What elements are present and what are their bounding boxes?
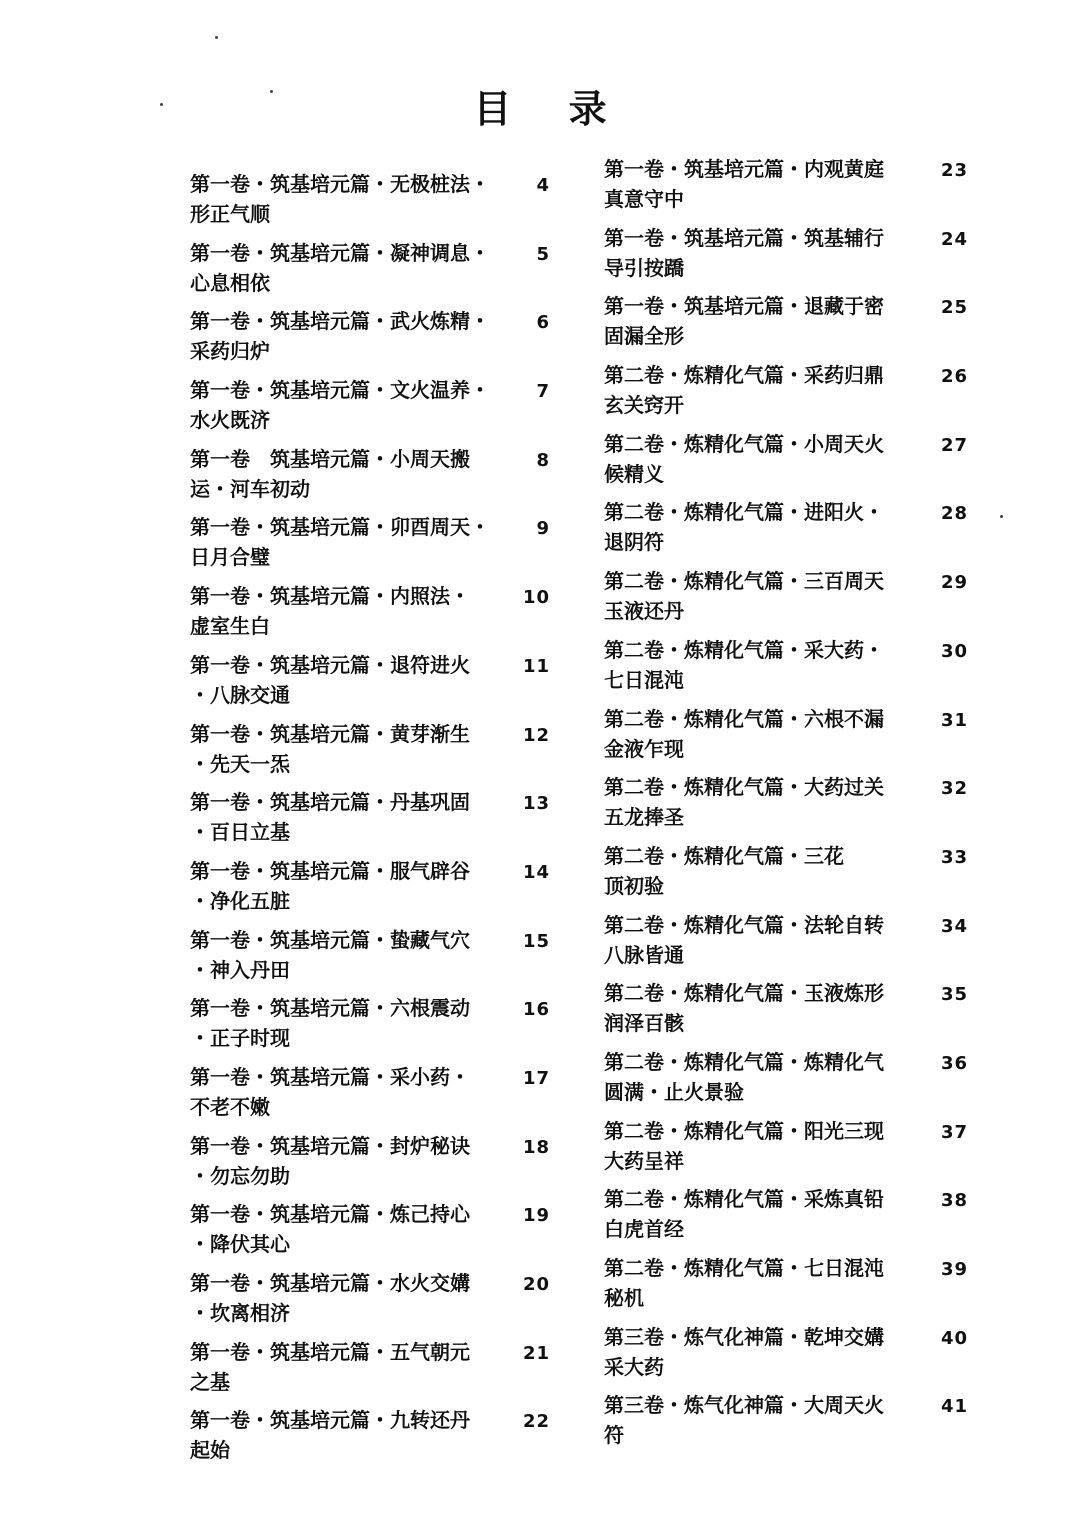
toc-entry — [604, 1117, 968, 1186]
toc-entry-first-line — [604, 155, 968, 185]
toc-entry-page-number: 9 — [536, 518, 550, 540]
toc-entry — [190, 720, 550, 789]
toc-entry-title: 第二卷・炼精化气篇・阳光三现 — [604, 1118, 884, 1143]
toc-entry — [604, 1185, 968, 1254]
toc-entry-title: 第二卷・炼精化气篇・三百周天 — [604, 569, 884, 594]
toc-entry-page-number: 41 — [940, 1396, 968, 1418]
toc-entry — [604, 292, 968, 361]
toc-entry-page-number: 25 — [940, 297, 968, 319]
toc-entry-first-line — [190, 857, 550, 887]
toc-entry-first-line — [190, 720, 550, 750]
toc-entry — [604, 636, 968, 705]
toc-entry-title: 第一卷 筑基培元篇・小周天搬 — [190, 446, 470, 471]
toc-entry-title-continued: 日月合璧 — [190, 545, 270, 570]
toc-entry-page-number: 22 — [522, 1411, 550, 1433]
toc-entry-title-continued: 心息相依 — [190, 270, 270, 295]
toc-entry-page-number: 20 — [522, 1274, 550, 1295]
toc-entry — [604, 1048, 968, 1117]
toc-entry-first-line — [604, 1117, 968, 1147]
toc-entry-first-line — [604, 1391, 968, 1421]
toc-entry-first-line — [190, 994, 550, 1024]
toc-entry-title-continued: 真意守中 — [604, 187, 684, 211]
toc-entry-first-line — [190, 1063, 550, 1093]
toc-entry-title: 第一卷・筑基培元篇・蛰藏气穴 — [190, 927, 470, 952]
toc-entry-title: 第一卷・筑基培元篇・文火温养・ — [190, 378, 490, 403]
scan-speck — [270, 90, 273, 93]
toc-entry-first-line — [190, 1200, 550, 1230]
toc-entry — [604, 155, 968, 224]
toc-entry — [190, 170, 550, 239]
toc-entry-page-number: 29 — [940, 572, 968, 594]
toc-entry-title: 第一卷・筑基培元篇・无极桩法・ — [190, 172, 490, 196]
toc-entry-title: 第二卷・炼精化气篇・采大药・ — [604, 637, 884, 662]
toc-entry — [604, 773, 968, 842]
toc-entry-first-line — [190, 1132, 550, 1162]
toc-entry — [190, 1063, 550, 1132]
toc-entry — [604, 567, 968, 636]
toc-entry-page-number: 39 — [940, 1259, 968, 1280]
toc-entry-first-line — [604, 1254, 968, 1284]
toc-entry-page-number: 35 — [940, 984, 968, 1006]
toc-entry — [190, 445, 550, 514]
toc-entry-title-continued: 玉液还丹 — [604, 599, 684, 624]
toc-entry-title-continued: 润泽百骸 — [604, 1011, 684, 1036]
toc-entry-first-line — [190, 239, 550, 269]
toc-entry-title-continued: 白虎首经 — [604, 1217, 684, 1242]
toc-entry-title-continued: 秘机 — [604, 1286, 644, 1310]
toc-entry-page-number: 19 — [522, 1205, 550, 1227]
toc-entry — [190, 788, 550, 857]
toc-entry — [604, 498, 968, 567]
toc-entry — [190, 1269, 550, 1338]
toc-entry — [604, 911, 968, 980]
toc-entry-title: 第二卷・炼精化气篇・玉液炼形 — [604, 981, 884, 1006]
toc-entry-page-number: 5 — [536, 243, 550, 265]
toc-entry-first-line — [190, 926, 550, 956]
toc-entry-title: 第一卷・筑基培元篇・丹基巩固 — [190, 790, 470, 815]
toc-entry-first-line — [604, 430, 968, 460]
toc-entry — [604, 1254, 968, 1323]
toc-entry-page-number: 33 — [940, 846, 968, 868]
scan-speck — [215, 36, 218, 39]
toc-entry-page-number: 18 — [522, 1136, 550, 1158]
toc-entry-first-line — [604, 292, 968, 322]
toc-entry-title: 第一卷・筑基培元篇・内观黄庭 — [604, 157, 884, 181]
toc-entry-first-line — [604, 979, 968, 1009]
toc-entry-page-number: 10 — [522, 587, 550, 609]
toc-entry-title-continued: ・神入丹田 — [190, 957, 290, 982]
toc-entry-title-continued: 水火既济 — [190, 408, 270, 433]
toc-entry-first-line — [604, 705, 968, 735]
toc-entry-first-line — [190, 1338, 550, 1368]
toc-entry-page-number: 17 — [522, 1067, 550, 1089]
toc-entry-title: 第一卷・筑基培元篇・服气辟谷 — [190, 858, 470, 883]
toc-entry-page-number: 31 — [940, 709, 968, 731]
toc-entry-first-line — [604, 911, 968, 941]
toc-entry — [190, 1338, 550, 1407]
toc-entry-title-continued: ・先天一炁 — [190, 751, 290, 776]
toc-entry-page-number: 15 — [522, 930, 550, 952]
toc-entry — [604, 979, 968, 1048]
toc-entry — [190, 376, 550, 445]
toc-entry-title-continued: 之基 — [190, 1369, 230, 1394]
toc-entry-title: 第一卷・筑基培元篇・六根震动 — [190, 996, 470, 1021]
toc-entry-title-continued: 采大药 — [604, 1354, 664, 1379]
toc-entry — [190, 513, 550, 582]
toc-entry-title-continued: 候精义 — [604, 461, 664, 486]
toc-entry-title-continued: ・百日立基 — [190, 820, 290, 845]
toc-entry-title-continued: 金液乍现 — [604, 736, 684, 761]
toc-entry-first-line — [604, 1048, 968, 1078]
toc-entry-first-line — [604, 567, 968, 597]
toc-entry-first-line — [190, 170, 550, 200]
toc-entry-page-number: 6 — [536, 312, 550, 334]
toc-entry-page-number: 23 — [940, 160, 968, 181]
toc-entry-title-continued: ・坎离相济 — [190, 1301, 290, 1325]
toc-entry-title-continued: ・降伏其心 — [190, 1232, 290, 1257]
toc-entry-title: 第三卷・炼气化神篇・乾坤交媾 — [604, 1324, 884, 1349]
toc-entry-title: 第二卷・炼精化气篇・炼精化气 — [604, 1049, 884, 1074]
toc-entry-page-number: 30 — [940, 640, 968, 662]
toc-entry-first-line — [604, 773, 968, 803]
toc-entry — [190, 857, 550, 926]
toc-entry-title: 第一卷・筑基培元篇・九转还丹 — [190, 1408, 470, 1433]
toc-entry-first-line — [190, 1406, 550, 1436]
toc-entry-title-continued: 顶初验 — [604, 873, 664, 898]
toc-entry — [604, 1391, 968, 1460]
toc-entry-page-number: 27 — [940, 434, 968, 456]
toc-entry-first-line — [190, 445, 550, 475]
toc-entry-title-continued: 五龙捧圣 — [604, 805, 684, 830]
toc-entry-page-number: 40 — [940, 1327, 968, 1349]
toc-entry-title: 第一卷・筑基培元篇・凝神调息・ — [190, 240, 490, 265]
toc-entry-page-number: 28 — [940, 503, 968, 525]
toc-entry-title: 第二卷・炼精化气篇・采炼真铅 — [604, 1187, 884, 1212]
toc-entry-first-line — [604, 1185, 968, 1215]
toc-entry-title: 第二卷・炼精化气篇・六根不漏 — [604, 706, 884, 731]
toc-entry — [190, 307, 550, 376]
scan-speck — [160, 103, 163, 106]
toc-entry-first-line — [604, 842, 968, 872]
toc-entry-title-continued: ・八脉交通 — [190, 682, 290, 707]
toc-entry — [604, 430, 968, 499]
toc-entry-title: 第一卷・筑基培元篇・五气朝元 — [190, 1339, 470, 1364]
toc-entry-title: 第二卷・炼精化气篇・七日混沌 — [604, 1256, 884, 1280]
toc-entry-title: 第二卷・炼精化气篇・小周天火 — [604, 431, 884, 456]
toc-entry-page-number: 14 — [522, 861, 550, 883]
toc-entry — [190, 239, 550, 308]
toc-entry — [604, 1323, 968, 1392]
toc-entry-first-line — [604, 224, 968, 254]
toc-entry-title-continued: ・勿忘勿助 — [190, 1163, 290, 1188]
toc-entry-page-number: 36 — [940, 1052, 968, 1074]
toc-entry-title: 第二卷・炼精化气篇・法轮自转 — [604, 912, 884, 937]
toc-entry-page-number: 21 — [522, 1342, 550, 1364]
toc-entry-title-continued: 玄关窍开 — [604, 393, 684, 418]
toc-entry — [190, 1132, 550, 1201]
toc-entry-title: 第一卷・筑基培元篇・黄芽渐生 — [190, 721, 470, 746]
toc-entry-title: 第一卷・筑基培元篇・筑基辅行 — [604, 225, 884, 250]
toc-entry-title: 第二卷・炼精化气篇・进阳火・ — [604, 500, 884, 525]
toc-entry-title-continued: 虚室生白 — [190, 614, 270, 639]
toc-entry-title-continued: 圆满・止火景验 — [604, 1079, 744, 1104]
toc-entry-first-line — [604, 498, 968, 528]
toc-entry-first-line — [190, 1269, 550, 1299]
toc-entry — [190, 926, 550, 995]
toc-entry — [604, 224, 968, 293]
toc-entry — [190, 651, 550, 720]
toc-entry — [190, 582, 550, 651]
toc-entry — [604, 705, 968, 774]
toc-entry-title: 第一卷・筑基培元篇・退藏于密 — [604, 294, 884, 319]
toc-entry-title-continued: 符 — [604, 1423, 624, 1448]
toc-entry-first-line — [190, 582, 550, 612]
toc-entry — [190, 1200, 550, 1269]
toc-entry — [604, 842, 968, 911]
toc-entry-title-continued: 形正气顺 — [190, 202, 270, 226]
toc-entry-title-continued: 固漏全形 — [604, 324, 684, 349]
toc-entry-title: 第一卷・筑基培元篇・武火炼精・ — [190, 309, 490, 334]
toc-entry-first-line — [190, 307, 550, 337]
toc-entry-title-continued: 七日混沌 — [604, 667, 684, 692]
toc-entry-first-line — [190, 651, 550, 681]
toc-entry-page-number: 37 — [940, 1121, 968, 1143]
toc-entry-page-number: 16 — [522, 999, 550, 1021]
toc-entry-page-number: 7 — [536, 381, 550, 403]
toc-entry-page-number: 34 — [940, 915, 968, 937]
toc-entry — [604, 361, 968, 430]
toc-entry-title-continued: 退阴符 — [604, 530, 664, 555]
toc-entry-title-continued: 不老不嫩 — [190, 1094, 270, 1119]
toc-right-column — [604, 155, 968, 1460]
toc-left-column — [190, 170, 550, 1475]
toc-entry-title: 第一卷・筑基培元篇・卯酉周天・ — [190, 515, 490, 540]
toc-entry — [190, 1406, 550, 1475]
toc-entry-title-continued: 导引按蹻 — [604, 255, 684, 280]
toc-entry — [190, 994, 550, 1063]
toc-entry-first-line — [190, 513, 550, 543]
toc-entry-page-number: 26 — [940, 366, 968, 388]
toc-entry-first-line — [190, 788, 550, 818]
toc-entry-title: 第三卷・炼气化神篇・大周天火 — [604, 1393, 884, 1418]
toc-entry-title: 第一卷・筑基培元篇・内照法・ — [190, 584, 470, 609]
toc-entry-title: 第一卷・筑基培元篇・封炉秘诀 — [190, 1133, 470, 1158]
toc-entry-page-number: 38 — [940, 1190, 968, 1212]
toc-entry-title-continued: 采药归炉 — [190, 339, 270, 364]
toc-entry-page-number: 11 — [522, 655, 550, 677]
toc-entry-title: 第一卷・筑基培元篇・炼己持心 — [190, 1202, 470, 1227]
toc-entry-page-number: 32 — [940, 778, 968, 800]
toc-entry-page-number: 13 — [522, 793, 550, 815]
toc-entry-title-continued: ・净化五脏 — [190, 888, 290, 913]
toc-entry-title: 第二卷・炼精化气篇・采药归鼎 — [604, 363, 884, 388]
toc-entry-page-number: 8 — [536, 449, 550, 471]
toc-entry-first-line — [604, 1323, 968, 1353]
toc-entry-title-continued: 起始 — [190, 1438, 230, 1463]
toc-entry-title-continued: ・正子时现 — [190, 1026, 290, 1051]
scan-speck — [1000, 515, 1003, 518]
toc-entry-page-number: 4 — [536, 175, 550, 196]
toc-entry-title: 第一卷・筑基培元篇・采小药・ — [190, 1064, 470, 1089]
toc-entry-title: 第一卷・筑基培元篇・水火交媾 — [190, 1271, 470, 1295]
toc-entry-title-continued: 八脉皆通 — [604, 942, 684, 967]
toc-entry-title-continued: 大药呈祥 — [604, 1148, 684, 1173]
toc-entry-page-number: 24 — [940, 228, 968, 250]
toc-entry-first-line — [604, 636, 968, 666]
toc-entry-title: 第二卷・炼精化气篇・大药过关 — [604, 775, 884, 800]
toc-entry-page-number: 12 — [522, 724, 550, 746]
page-title: 目 录 — [473, 87, 629, 131]
toc-entry-title-continued: 运・河车初动 — [190, 476, 310, 501]
toc-entry-first-line — [604, 361, 968, 391]
toc-entry-title: 第二卷・炼精化气篇・三花 — [604, 843, 844, 868]
toc-entry-first-line — [190, 376, 550, 406]
toc-entry-title: 第一卷・筑基培元篇・退符进火 — [190, 652, 470, 677]
